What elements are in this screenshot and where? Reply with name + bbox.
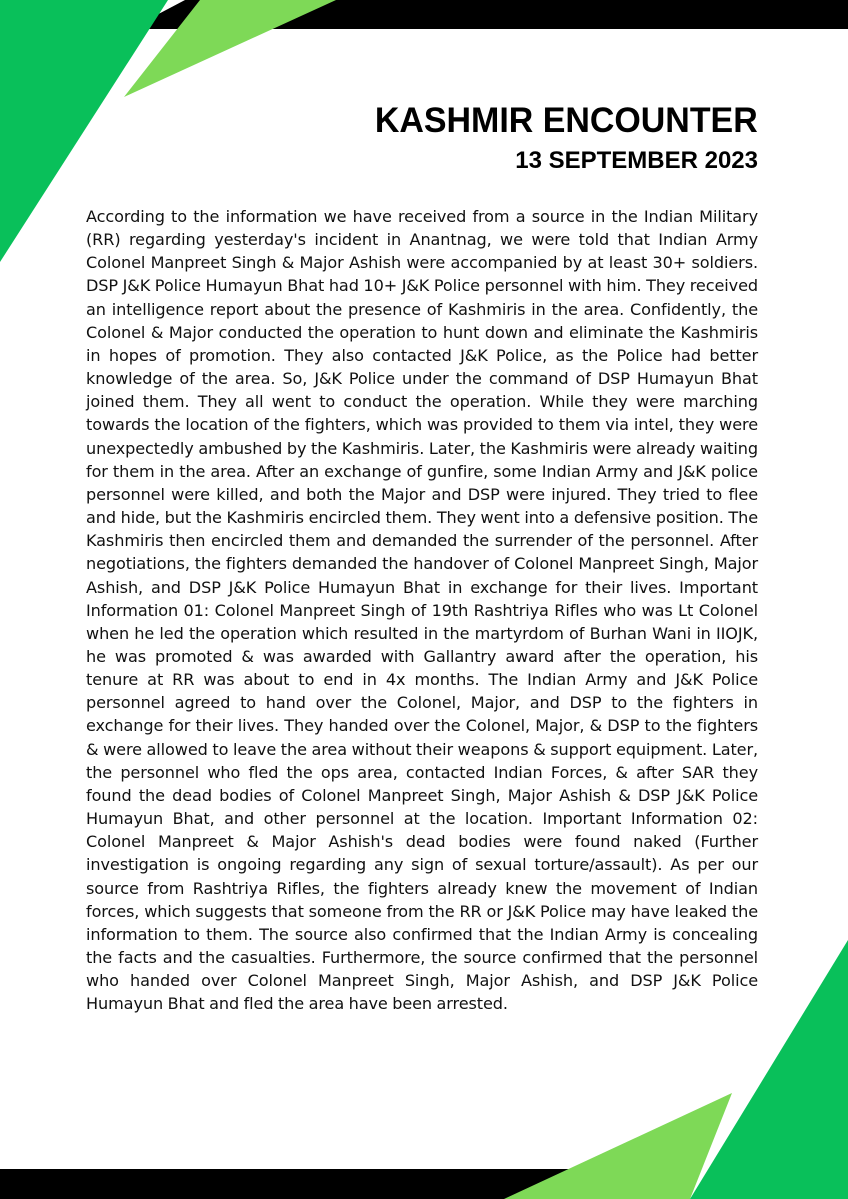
bottom-black-bar [0, 1169, 600, 1199]
page-date: 13 SEPTEMBER 2023 [515, 147, 758, 174]
page-title: KASHMIR ENCOUNTER [375, 101, 758, 140]
article-body: According to the information we have received from a source in the Indian Military (RR) regarding yesterday's incident in Anantnag, we were told that Indian Army Colonel Manpreet Singh & Major Ashish were accompanied by at least 30+ soldiers. DSP J&K Police Humayun Bhat had 10+ J&K Police personnel with him. They received an intelligence report about the presence of Kashmiris in the area. Confidently, the Colonel & Major conducted the operation to hunt down and eliminate the Kashmiris in hopes of promotion. They also contacted J&K Police, as the Police had better knowledge of the area. So, J&K Police under the command of DSP Humayun Bhat joined them. They all went to conduct the operation. While they were marching towards the location of the fighters, which was provided to them via intel, they were unexpectedly ambushed by the Kashmiris. Later, the Kashmiris were already waiting for them in the area. After an exchange of gunfire, some Indian Army and J&K police personnel were killed, and both the Major and DSP were injured. They tried to flee and hide, but the Kashmiris encircled them. They went into a defensive position. The Kashmiris then encircled them and demanded the surrender of the personnel. After negotiations, the fighters demanded the handover of Colonel Manpreet Singh, Major Ashish, and DSP J&K Police Humayun Bhat in exchange for their lives. Important Information 01: Colonel Manpreet Singh of 19th Rashtriya Rifles who was Lt Colonel when he led the operation which resulted in the martyrdom of Burhan Wani in IIOJK, he was promoted & was awarded with Gallantry award after the operation, his tenure at RR was about to end in 4x months. The Indian Army and J&K Police personnel agreed to hand over the Colonel, Major, and DSP to the fighters in exchange for their lives. They handed over the Colonel, Major, & DSP to the fighters & were allowed to leave the area without their weapons & support equipment. Later, the personnel who fled the ops area, contacted Indian Forces, & after SAR they found the dead bodies of Colonel Manpreet Singh, Major Ashish & DSP J&K Police Humayun Bhat, and other personnel at the location. Important Information 02: Colonel Manpreet & Major Ashish's dead bodies were found naked (Further investigation is ongoing regarding any sign of sexual torture/assault). As per our source from Rashtriya Rifles, the fighters already knew the movement of Indian forces, which suggests that someone from the RR or J&K Police may have leaked the information to them. The source also confirmed that the Indian Army is concealing the facts and the casualties. Furthermore, the source confirmed that the personnel who handed over Colonel Manpreet Singh, Major Ashish, and DSP J&K Police Humayun Bhat and fled the area have been arrested. [86, 207, 758, 1014]
